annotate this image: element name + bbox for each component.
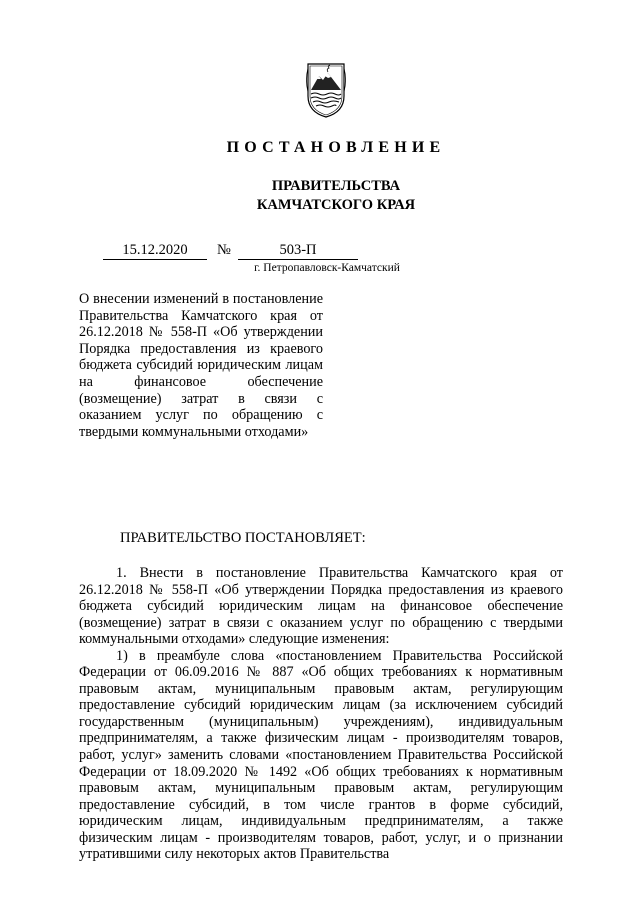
document-subject: О внесении изменений в постановление Правительства Камчатского края от 26.12.2018 № 558-П «Об утверждении Порядка предоставления из краевого бюджета субсидий юридическим лицам на финансовое обеспечение (возмещение) затрат в связи с оказанием услуг по обращению с твердыми коммунальными отходами» <box>79 291 323 440</box>
document-body <box>79 565 563 863</box>
authority-line-1: ПРАВИТЕЛЬСТВА <box>271 178 401 194</box>
authority-line-2: КАМЧАТСКОГО КРАЯ <box>256 197 416 213</box>
city-label: г. Петропавловск-Камчатский <box>254 262 400 274</box>
document-type-heading: ПОСТАНОВЛЕНИЕ <box>226 139 446 156</box>
body-paragraph-1: 1. Внести в постановление Правительства Камчатского края от 26.12.2018 № 558-П «Об утверждении Порядка предоставления из краевого бюджета субсидий юридическим лицам на финансовое обеспечение (возмещение) затрат в связи с оказанием услуг по обращению с твердыми коммунальными отходами» следующие изменения: <box>79 565 563 648</box>
preamble: ПРАВИТЕЛЬСТВО ПОСТАНОВЛЯЕТ: <box>120 530 366 546</box>
coat-of-arms-icon <box>305 60 347 118</box>
document-number: 503-П <box>238 242 358 260</box>
number-sign: № <box>217 242 231 258</box>
document-date: 15.12.2020 <box>103 242 207 260</box>
body-paragraph-2: 1) в преамбуле слова «постановлением Правительства Российской Федерации от 06.09.2016 № 887 «Об общих требованиях к нормативным правовым актам, муниципальным правовым актам, регулирующим предоставление субсидий юридическим лицам (за исключением субсидий государственным (муниципальным) учреждениям), индивидуальным предпринимателям, а также физическим лицам - производителям товаров, работ, услуг» заменить словами «постановлением Правительства Российской Федерации от 18.09.2020 № 1492 «Об общих требованиях к нормативным правовым актам, муниципальным правовым актам, регулирующим предоставление субсидий, в том числе грантов в форме субсидий, юридическим лицам, индивидуальным предпринимателям, а также физическим лицам - производителям товаров, работ, услуг, и о признании утратившими силу некоторых актов Правительства <box>79 647 563 863</box>
